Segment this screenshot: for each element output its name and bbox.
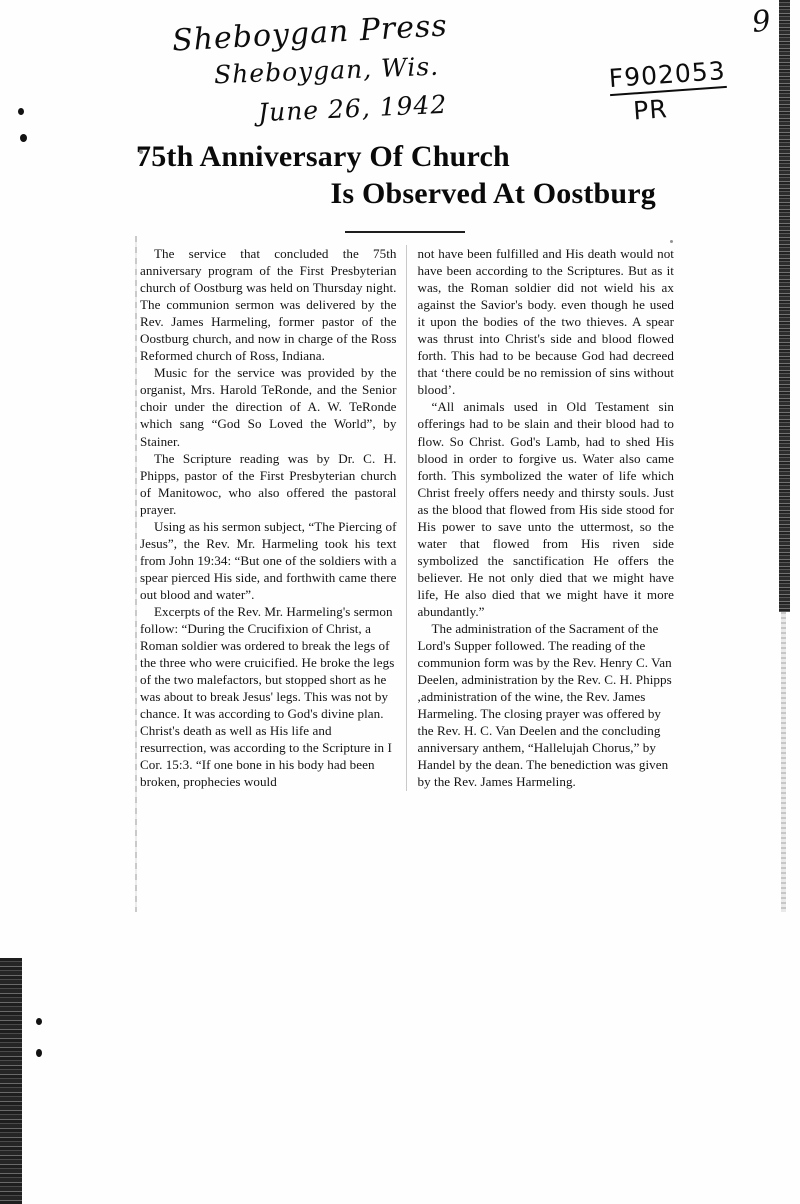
dust-speck <box>670 240 673 243</box>
scan-edge-right <box>779 0 790 612</box>
clipping-edge-line <box>135 236 137 912</box>
dust-speck <box>18 108 24 115</box>
article-column-right <box>406 245 675 791</box>
headline-divider-rule <box>345 231 465 233</box>
handwritten-date: June 26, 1942 <box>257 89 448 128</box>
article-column-left <box>140 245 403 791</box>
paragraph: Using as his sermon subject, “The Piercing of Jesus”, the Rev. Mr. Harmeling took his text from John 19:34: “But one of the soldiers with a spear pierced His side, and forthwith came there out blood and water”. <box>140 518 397 602</box>
handwritten-accession-mark <box>608 56 729 127</box>
handwritten-city-state: Sheboygan, Wis. <box>213 51 440 90</box>
paragraph: Excerpts of the Rev. Mr. Harmeling's sermon follow: “During the Crucifixion of Christ, a Roman soldier was ordered to break the legs of the three who were cruicified. He broke the legs of the two malefactors, but stopped short as he was about to break Jesus' legs. This was not by chance. It was according to God's divine plan. Christ's death as well as His life and resurrection, was according to the Scripture in I Cor. 15:3. “If one bone in his body had been broken, prophecies would <box>140 603 395 790</box>
article-body <box>140 245 674 791</box>
paragraph: The service that concluded the 75th anniversary program of the First Presbyterian church of Oostburg was held on Thursday night. The communion sermon was delivered by the Rev. James Harmeling, former pastor of the Oostburg church, and now in charge of the Ross Reformed church of Ross, Indiana. <box>140 246 397 364</box>
paragraph: Music for the service was provided by the organist, Mrs. Harold TeRonde, and the Senior choir under the direction of A. W. TeRonde which sang “God So Loved the World”, by Stainer. <box>140 365 397 449</box>
handwritten-source-publication: Sheboygan Press <box>171 8 449 59</box>
headline-line-1: 75th Anniversary Of Church <box>136 140 510 173</box>
dust-speck <box>20 134 27 142</box>
paragraph: “All animals used in Old Testament sin offerings had to be slain and their blood had to flow. So Christ. God's Lamb, had to shed His blood in order to forgive us. Water also came forth. This symbolized the water of life which Christ freely offers needy and thirsty souls. Just as the blood that flowed from His side stood for His power to save unto the uttermost, so the water that flowed from His riven side symbolized the sanctification He offers the believer. He not only died that we might have life, He also died that we might have it more abundantly.” <box>417 399 674 619</box>
accession-suffix: PR <box>632 94 669 126</box>
paragraph: The Scripture reading was by Dr. C. H. Phipps, pastor of the First Presbyterian church of Manitowoc, who also offered the pastoral prayer. <box>140 450 397 517</box>
scan-edge-right-fade <box>781 612 786 912</box>
scan-edge-left <box>0 958 22 1204</box>
dust-speck <box>36 1018 42 1025</box>
paragraph: not have been fulfilled and His death would not have been according to the Scriptures. But as it was, the Roman soldier did not wield his ax against the Savior's body. even though he used it upon the bodies of the two thieves. A spear was thrust into Christ's side and blood flowed forth. This had to be because God had decreed that ‘there could be no remission of sins without blood’. <box>417 246 674 398</box>
headline-line-2: Is Observed At Oostburg <box>330 177 656 210</box>
article-headline <box>136 138 656 212</box>
dust-speck <box>36 1049 42 1057</box>
paragraph: The administration of the Sacrament of the Lord's Supper followed. The reading of the communion form was by the Rev. Henry C. Van Deelen, administration by the Rev. C. H. Phipps ,administration of the wine, the Rev. James Harmeling. The closing prayer was offered by the Rev. H. C. Van Deelen and the concluding anniversary anthem, “Hallelujah Chorus,” by Handel by the dean. The benediction was given by the Rev. James Harmeling. <box>417 621 672 790</box>
handwritten-page-number: 9 <box>750 3 774 39</box>
accession-number: F902053 <box>608 56 727 96</box>
